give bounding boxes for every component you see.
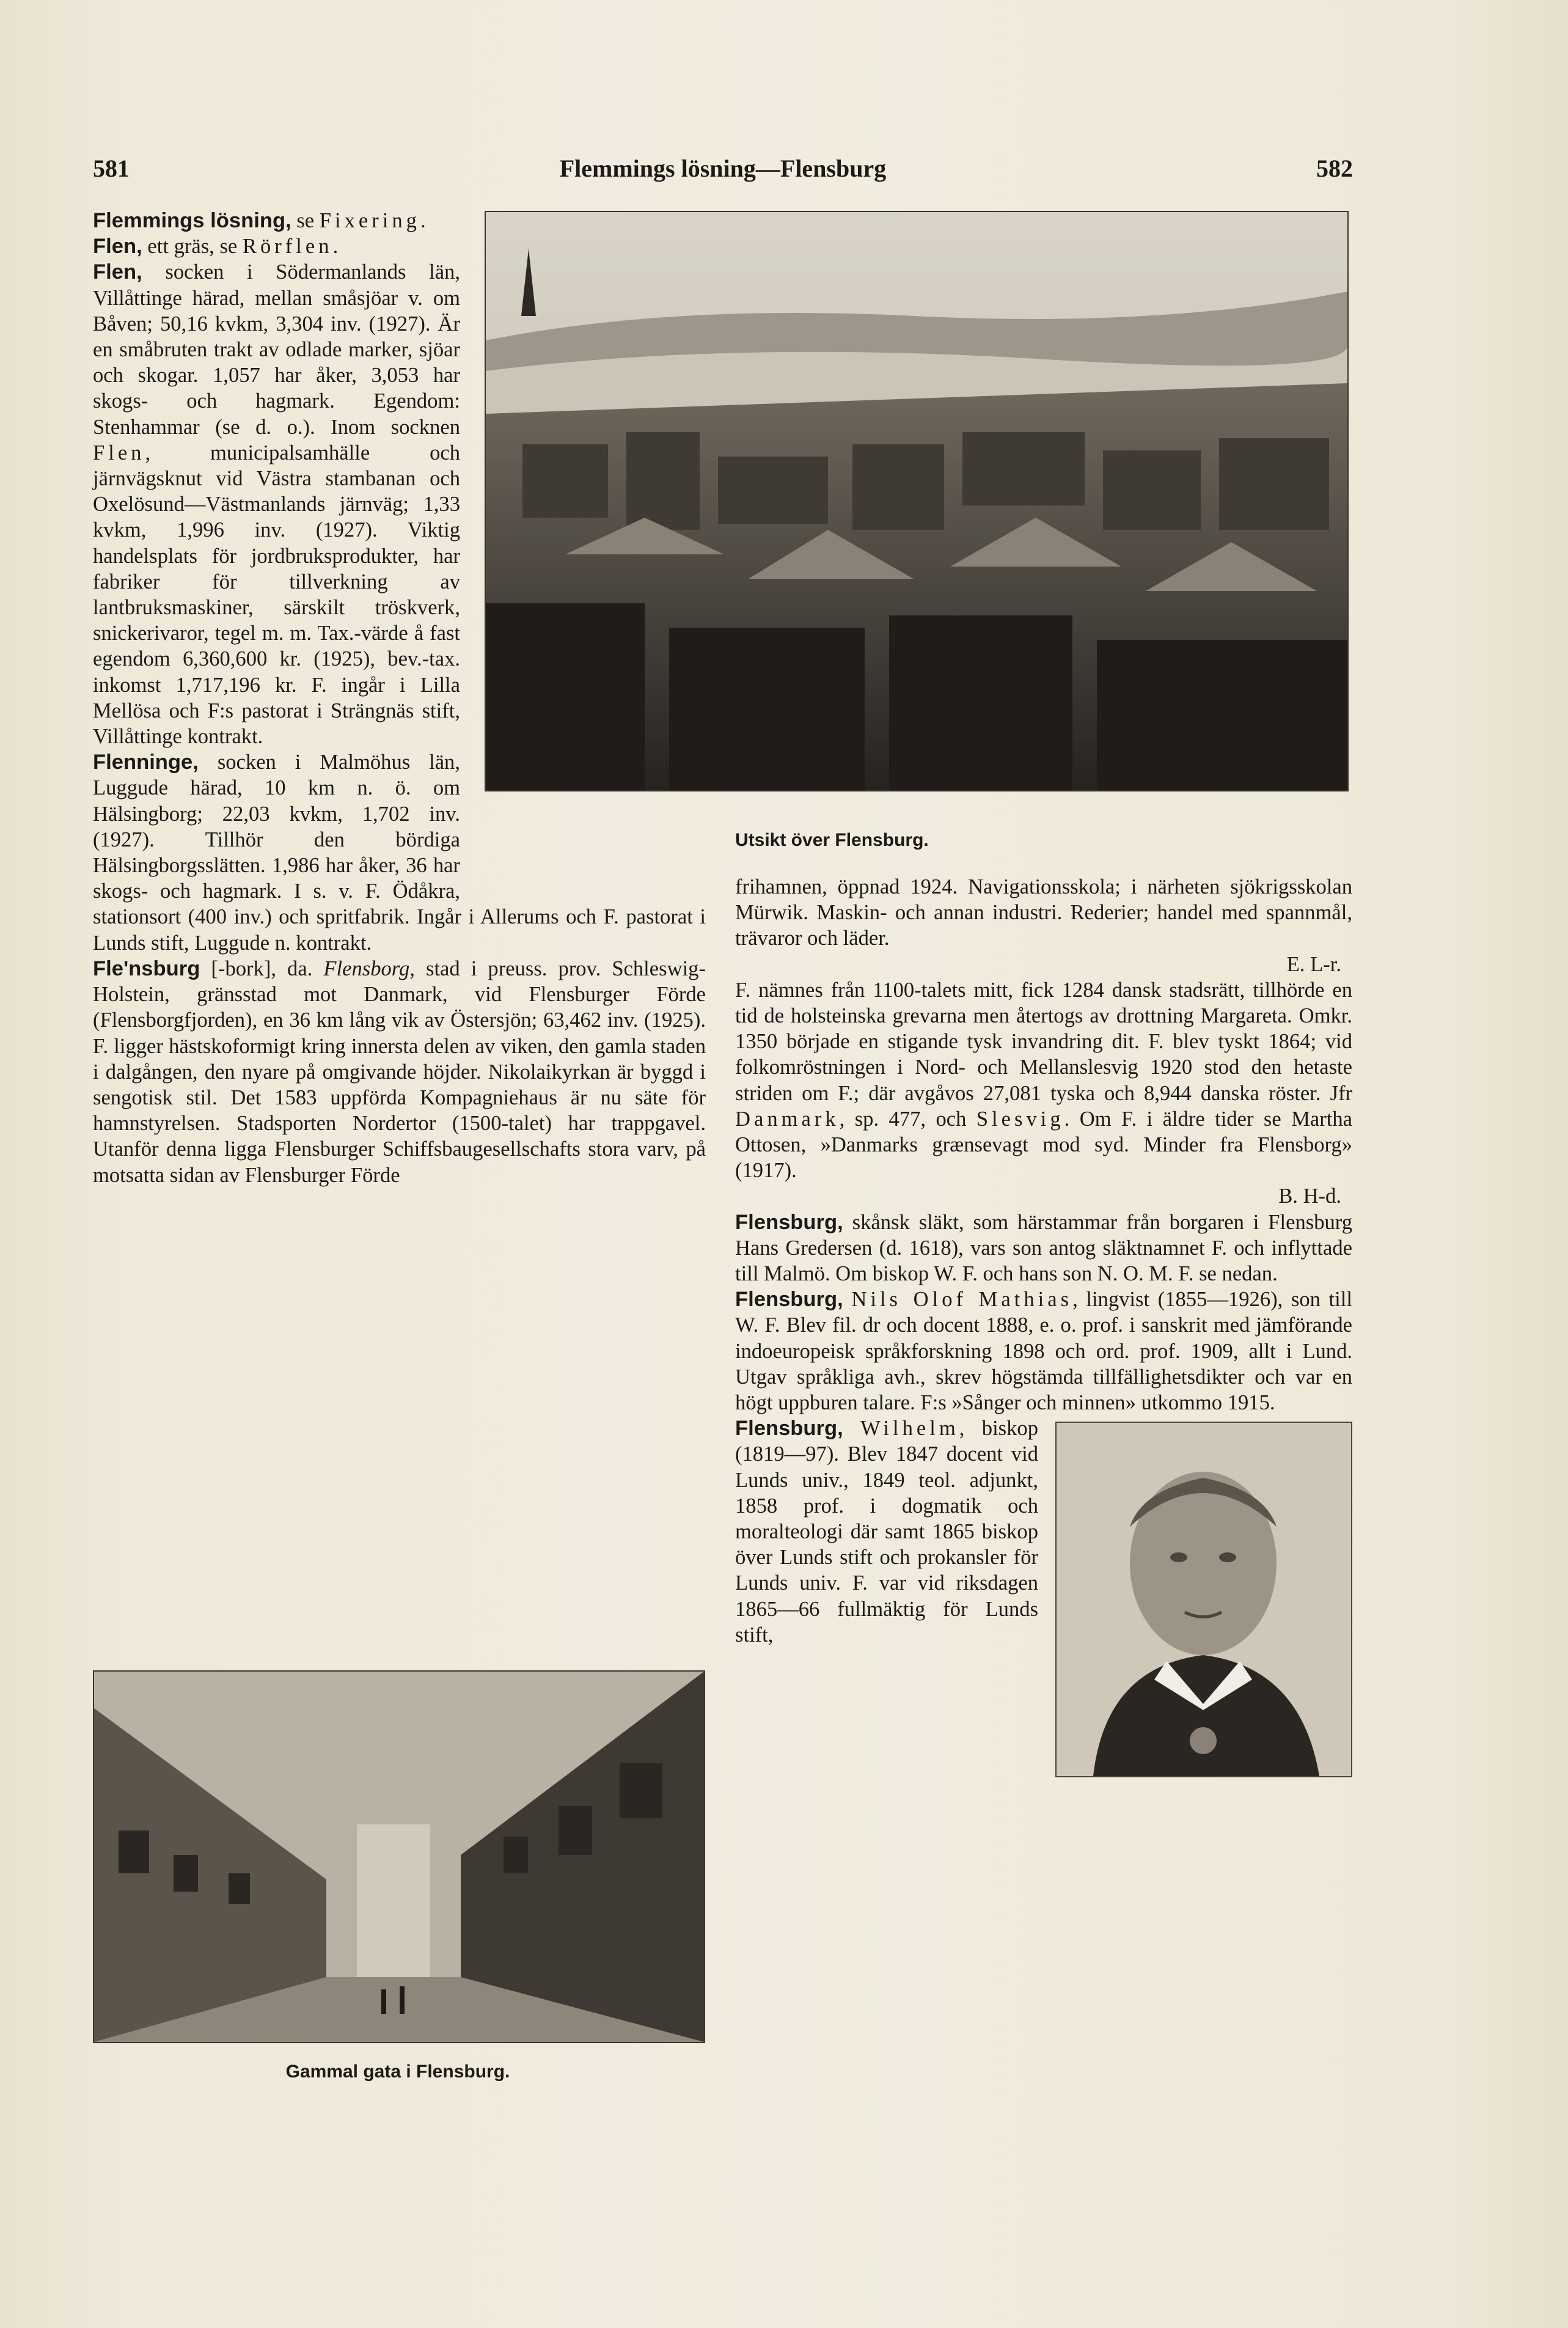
old-street-illustration [94,1672,704,2042]
entry-personal-name: Nils Olof Mathias [851,1288,1073,1312]
entry-flen-gras [93,233,460,259]
entry-text: se [296,209,320,232]
entry-text: . [420,209,426,232]
right-column [735,874,1352,1777]
photo-old-street-flensburg [93,1670,705,2043]
entry-text: skånsk släkt, som härstammar från borgaren i Flensburg Hans Gredersen (d. 1618), vars son antog släktnamnet F. och inflyttade till Malmö. Om biskop W. F. och hans son N. O. M. F. se nedan. [735,1210,1352,1286]
entry-italic: Flensborg, [323,957,415,980]
caption-old-street: Gammal gata i Flensburg. [285,2062,510,2082]
entry-text: frihamnen, öppnad 1924. Navigationsskola; i närheten sjökrigsskolan Mürwik. Maskin- och annan industri. Rederier; handel med spannmål, trävaror och läder. [735,875,1352,950]
entry-headword: Flensburg, [735,1288,843,1312]
entry-flensburg-slakt [735,1210,1352,1287]
entry-text: socken i Södermanlands län, Villåttinge härad, mellan småsjöar v. om Båven; 50,16 kvkm, 3,304 inv. (1927). Är en småbruten trakt av odlade marker, sjöar och skogar. 1,057 har åker, 3,053 har skogs- och hagmark. Egendom: Stenhammar (se d. o.). Inom socknen [93,260,460,439]
entry-headword: Flen, [93,235,142,259]
portrait-illustration [1057,1423,1351,1776]
page-number-right: 582 [1316,155,1353,182]
entry-headword: Flemmings lösning, [93,209,291,232]
author-signature: E. L-r. [1286,952,1341,976]
portrait-wilhelm-flensburg [1055,1422,1352,1777]
page-number-left: 581 [93,155,130,182]
entry-headword: Flen, [93,260,142,284]
entry-flemmings-losning [93,208,460,233]
left-column [93,208,706,1188]
entry-text: . [332,235,339,259]
entry-text: , municipalsamhälle och järnvägsknut vid Västra stambanan och Oxelösund—Västmanlands järnväg; 1,33 kvkm, 1,996 inv. (1927). Viktig handelsplats för jordbruksprodukter, har fabriker för tillverkning av lantbruksmaskiner, särskilt tröskverk, snickerivaror, tegel m. m. Tax.-värde å fast egendom 6,360,600 kr. (1925), bev.-tax. inkomst 1,717,196 kr. F. ingår i Lilla Mellösa och F:s pastorat i Strängnäs stift, Villåttinge kontrakt. [93,441,460,749]
entry-text: stad i preuss. prov. Schleswig-Holstein, gränsstad mot Danmark, vid Flensburger Förde (Flensborgfjorden), en 36 km lång vik av Östersjön; 63,462 inv. (1925). F. ligger hästskoformigt kring innersta delen av viken, den gamla staden i dalgången, den nyare på omgivande höjder. Nikolaikyrkan är byggd i sengotisk stil. Det 1583 uppförda Kompagniehaus är nu säte för hamnstyrelsen. Stadsporten Nordertor (1500-talet) har trappgavel. Utanför denna ligga Flensburger Schiffsbaugesellschafts stora varv, på motsatta sidan av Flensburger Förde [93,957,706,1187]
entry-text: [-bork], da. [211,957,324,980]
entry-text: F. nämnes från 1100-talets mitt, fick 1284 dansk stadsrätt, tillhörde en tid de holsteinska grevarna men återtogs av drottning Margareta. Omkr. 1350 började en stigande tysk invandring dit. F. blev tyskt 1864; vid folkomröstningen i Nord- och Mellanslesvig 1920 stod den hetaste striden om F.; där avgåvos 27,081 tyska och 8,944 danska röster. Jfr [735,978,1352,1105]
entry-headword: Flensburg, [735,1417,843,1441]
entry-headword: Fle'nsburg [93,957,200,980]
entry-headword: Flensburg, [735,1210,843,1234]
entry-text: socken i Malmöhus län, Luggude härad, 10 km n. ö. om Hälsingborg; 22,03 kvkm, 1,702 inv. (1927). Tillhör den bördiga Hälsingborgsslätten. 1,986 har åker, 36 har skogs- och hagmark. I s. v. F. Ödåkra, stationsort (400 inv.) och spritfabrik. Ingår i Allerums och F. pastorat i Lunds stift, Luggude n. kontrakt. [93,751,706,955]
entry-crossref: Danmark [735,1107,840,1131]
entry-text: ett gräs, se [147,235,243,259]
entry-headword: Flenninge, [93,751,199,774]
entry-crossref: Fixering [319,209,420,232]
entry-flensburg-nils [735,1287,1352,1416]
figure-float-spacer [460,259,706,883]
entry-crossref: Slesvig [976,1107,1064,1131]
entry-personal-name: Wilhelm [860,1417,959,1441]
caption-view-over-flensburg: Utsikt över Flensburg. [735,830,929,850]
entry-flensburg-stad [93,956,706,1188]
entry-text: . Om F. i äldre tider se Martha Ottosen, »Danmarks grænsevagt mod syd. Minder fra Flensborg» (1917). [735,1107,1352,1183]
running-title: Flemmings lösning—Flensburg [559,155,887,182]
entry-crossref: Rörflen [242,235,333,259]
entry-crossref: Flen [93,441,145,464]
entry-text: , sp. 477, och [839,1107,976,1131]
author-signature: B. H-d. [1278,1184,1341,1208]
entry-text: , biskop (1819—97). Blev 1847 docent vid Lunds univ., 1849 teol. adjunkt, 1858 prof. i dogmatik och moralteologi där samt 1865 biskop över Lunds stift och prokansler för Lunds univ. F. var vid riksdagen 1865—66 fullmäktig för Lunds stift, [735,1417,1038,1647]
entry-text: , lingvist (1855—1926), son till W. F. Blev fil. dr och docent 1888, e. o. prof. i sanskrit med jämförande indoeuropeisk språkforskning 1898 och ord. prof. 1909, allt i Lund. Utgav språkliga avh., skrev högstämda tillfällighetsdikter och var en högt uppburen talare. F:s »Sånger och minnen» utkommo 1915. [735,1288,1352,1415]
entry-flensburg-history [735,977,1352,1210]
entry-flensburg-cont [735,874,1352,977]
running-header [93,154,1353,191]
